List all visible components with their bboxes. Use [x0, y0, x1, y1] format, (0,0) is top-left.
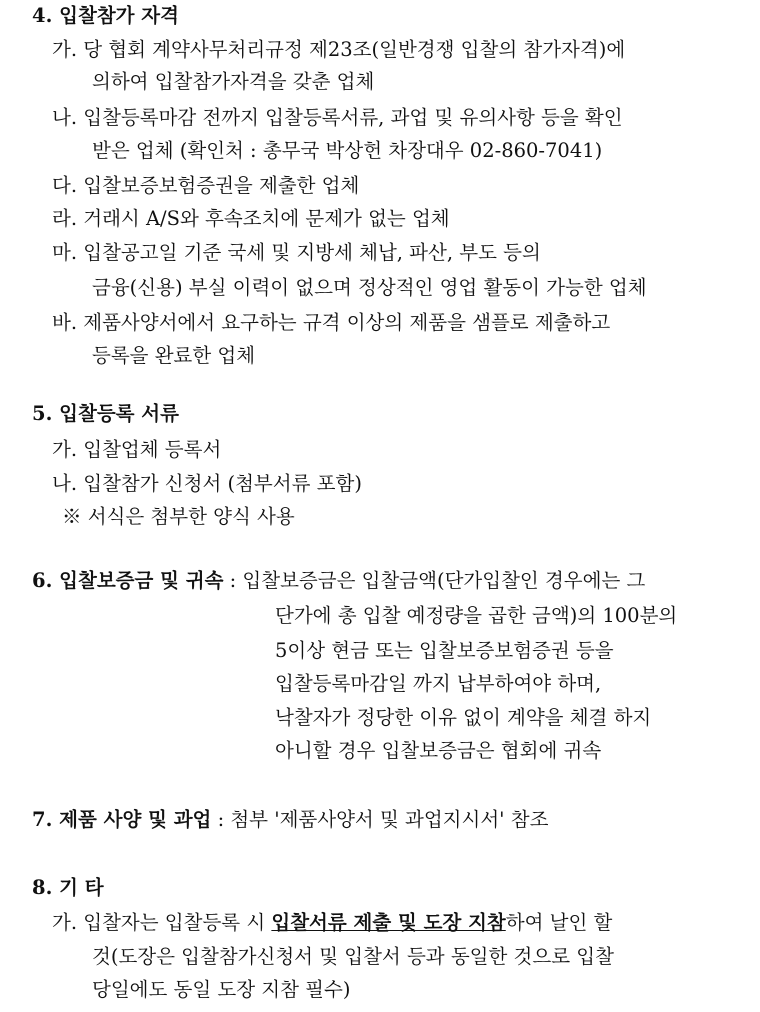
- s4-item-ga-line1: 가. 당 협회 계약사무처리규정 제23조(일반경쟁 입찰의 참가자격)에: [52, 38, 626, 61]
- s4-item-ga-line2: 의하여 입찰참가자격을 갖춘 업체: [92, 70, 375, 93]
- s8-item-ga-line3: 당일에도 동일 도장 지참 필수): [92, 978, 351, 1001]
- s8-item-ga-line1: [52, 909, 612, 937]
- s4-item-na-line2: 받은 업체 (확인처 : 총무국 박상헌 차장대우 02-860-7041): [92, 139, 603, 162]
- s6-line-1: 입찰보증금은 입찰금액(단가입찰인 경우에는 그: [242, 569, 646, 592]
- section-8-heading: 8. 기 타: [32, 876, 104, 899]
- section-7-text: : 첨부 '제품사양서 및 과업지시서' 참조: [211, 808, 549, 831]
- s5-note: ※ 서식은 첨부한 양식 사용: [62, 505, 295, 528]
- s6-line-4: 입찰등록마감일 까지 납부하여야 하며,: [275, 672, 602, 695]
- section-7-line: [32, 806, 548, 834]
- s6-line-2: 단가에 총 입찰 예정량을 곱한 금액)의 100분의: [275, 604, 678, 627]
- s8-item-ga-line2: 것(도장은 입찰참가신청서 및 입찰서 등과 동일한 것으로 입찰: [92, 945, 614, 968]
- s4-item-ba-line2: 등록을 완료한 업체: [92, 344, 256, 367]
- section-4-heading: 4. 입찰참가 자격: [32, 4, 179, 27]
- s6-line-3: 5이상 현금 또는 입찰보증보험증권 등을: [275, 639, 614, 662]
- section-5-heading: 5. 입찰등록 서류: [32, 402, 179, 425]
- s5-item-ga: 가. 입찰업체 등록서: [52, 438, 222, 461]
- s6-line-6: 아니할 경우 입찰보증금은 협회에 귀속: [275, 739, 602, 762]
- s8-item-suffix: 하여 날인 할: [505, 911, 613, 934]
- s6-line-5: 낙찰자가 정당한 이유 없이 계약을 체결 하지: [275, 706, 652, 729]
- s4-item-ma-line2: 금융(신용) 부실 이력이 없으며 정상적인 영업 활동이 가능한 업체: [92, 276, 647, 299]
- section-6-colon: :: [223, 569, 243, 592]
- s4-item-ra: 라. 거래시 A/S와 후속조치에 문제가 없는 업체: [52, 207, 450, 230]
- section-6-first-line: [32, 567, 645, 595]
- s5-item-na: 나. 입찰참가 신청서 (첨부서류 포함): [52, 472, 362, 495]
- s4-item-na-line1: 나. 입찰등록마감 전까지 입찰등록서류, 과업 및 유의사항 등을 확인: [52, 106, 623, 129]
- s8-item-prefix: 가. 입찰자는 입찰등록 시: [52, 911, 272, 934]
- s4-item-ba-line1: 바. 제품사양서에서 요구하는 규격 이상의 제품을 샘플로 제출하고: [52, 311, 611, 334]
- section-7-heading: 7. 제품 사양 및 과업: [32, 808, 212, 831]
- s4-item-ma-line1: 마. 입찰공고일 기준 국세 및 지방세 체납, 파산, 부도 등의: [52, 241, 541, 264]
- s4-item-da: 다. 입찰보증보험증권을 제출한 업체: [52, 174, 360, 197]
- section-6-heading: 6. 입찰보증금 및 귀속: [32, 569, 224, 592]
- s8-item-emphasis: 입찰서류 제출 및 도장 지참: [271, 911, 506, 934]
